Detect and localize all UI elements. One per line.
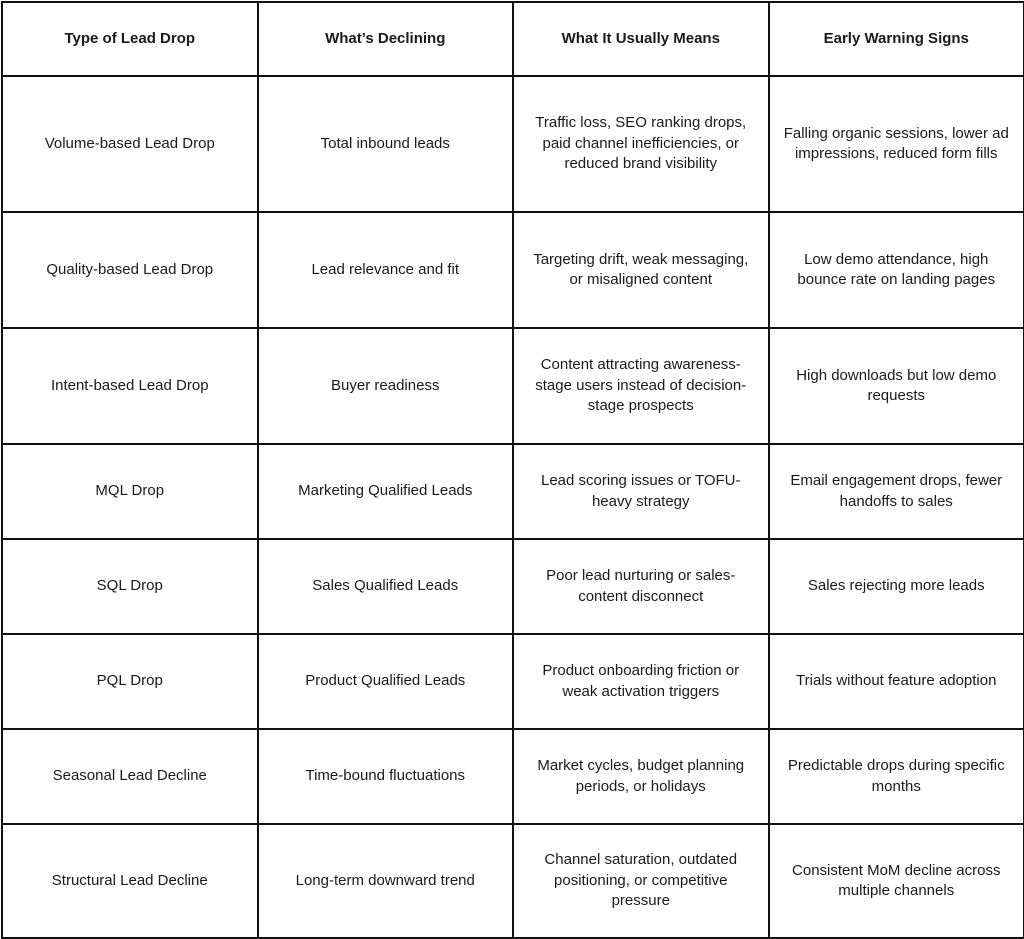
cell-warning-signs: Sales rejecting more leads — [769, 539, 1024, 634]
cell-type: Volume-based Lead Drop — [2, 76, 258, 212]
table-row — [2, 729, 1024, 824]
cell-declining: Total inbound leads — [258, 76, 514, 212]
table-row — [2, 76, 1024, 212]
cell-type: Structural Lead Decline — [2, 824, 258, 938]
cell-meaning: Product onboarding friction or weak activation triggers — [513, 634, 769, 729]
table-row — [2, 328, 1024, 444]
cell-meaning: Lead scoring issues or TOFU-heavy strategy — [513, 444, 769, 539]
header-warning-signs: Early Warning Signs — [769, 2, 1024, 76]
lead-drop-table — [1, 1, 1024, 939]
cell-meaning: Content attracting awareness-stage users instead of decision-stage prospects — [513, 328, 769, 444]
cell-type: Quality-based Lead Drop — [2, 212, 258, 328]
cell-warning-signs: High downloads but low demo requests — [769, 328, 1024, 444]
cell-meaning: Poor lead nurturing or sales-content disconnect — [513, 539, 769, 634]
cell-declining: Buyer readiness — [258, 328, 514, 444]
table-row — [2, 539, 1024, 634]
header-meaning: What It Usually Means — [513, 2, 769, 76]
table-header-row — [2, 2, 1024, 76]
cell-type: PQL Drop — [2, 634, 258, 729]
cell-warning-signs: Consistent MoM decline across multiple channels — [769, 824, 1024, 938]
cell-warning-signs: Trials without feature adoption — [769, 634, 1024, 729]
table-row — [2, 824, 1024, 938]
cell-declining: Long-term downward trend — [258, 824, 514, 938]
cell-warning-signs: Falling organic sessions, lower ad impressions, reduced form fills — [769, 76, 1024, 212]
cell-declining: Time-bound fluctuations — [258, 729, 514, 824]
cell-type: MQL Drop — [2, 444, 258, 539]
header-declining: What’s Declining — [258, 2, 514, 76]
cell-type: Intent-based Lead Drop — [2, 328, 258, 444]
cell-warning-signs: Low demo attendance, high bounce rate on landing pages — [769, 212, 1024, 328]
cell-meaning: Channel saturation, outdated positioning, or competitive pressure — [513, 824, 769, 938]
cell-declining: Sales Qualified Leads — [258, 539, 514, 634]
table-row — [2, 444, 1024, 539]
cell-declining: Product Qualified Leads — [258, 634, 514, 729]
cell-meaning: Traffic loss, SEO ranking drops, paid channel inefficiencies, or reduced brand visibility — [513, 76, 769, 212]
cell-meaning: Market cycles, budget planning periods, or holidays — [513, 729, 769, 824]
cell-declining: Marketing Qualified Leads — [258, 444, 514, 539]
cell-warning-signs: Email engagement drops, fewer handoffs to sales — [769, 444, 1024, 539]
cell-type: SQL Drop — [2, 539, 258, 634]
cell-warning-signs: Predictable drops during specific months — [769, 729, 1024, 824]
cell-type: Seasonal Lead Decline — [2, 729, 258, 824]
table-row — [2, 634, 1024, 729]
table-row — [2, 212, 1024, 328]
header-type: Type of Lead Drop — [2, 2, 258, 76]
cell-declining: Lead relevance and fit — [258, 212, 514, 328]
cell-meaning: Targeting drift, weak messaging, or misaligned content — [513, 212, 769, 328]
